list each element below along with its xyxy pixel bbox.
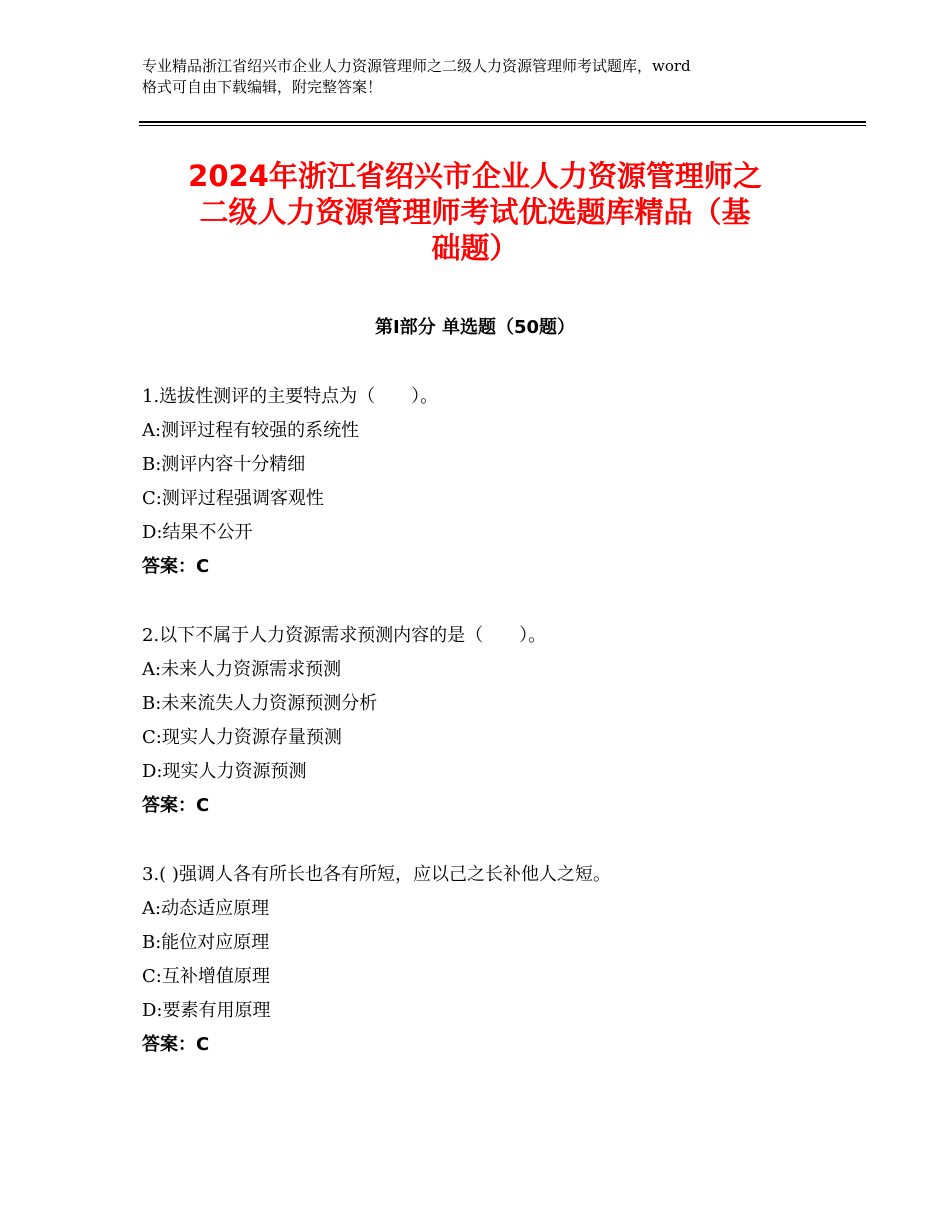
title-line-3: 础题） [431, 231, 519, 265]
answer: 答案：C [142, 795, 210, 816]
option-d: D:现实人力资源预测 [142, 761, 307, 782]
answer: 答案：C [142, 1034, 210, 1055]
title-line-2: 二级人力资源管理师考试优选题库精品（基 [199, 195, 751, 229]
question-stem: 2.以下不属于人力资源需求预测内容的是（ ）。 [142, 625, 547, 646]
option-a: A:未来人力资源需求预测 [142, 659, 342, 680]
option-c: C:互补增值原理 [142, 966, 270, 987]
question-stem: 1.选拔性测评的主要特点为（ ）。 [142, 386, 439, 407]
option-d: D:要素有用原理 [142, 1000, 271, 1021]
option-b: B:能位对应原理 [142, 932, 270, 953]
option-a: A:动态适应原理 [142, 898, 270, 919]
option-b: B:未来流失人力资源预测分析 [142, 693, 378, 714]
option-b: B:测评内容十分精细 [142, 454, 306, 475]
question-2 [142, 619, 842, 823]
header-note [142, 56, 822, 98]
title-line-1: 2024年浙江省绍兴市企业人力资源管理师之 [188, 159, 762, 193]
header-rule-thin [139, 125, 866, 126]
option-a: A:测评过程有较强的系统性 [142, 420, 360, 441]
option-d: D:结果不公开 [142, 522, 253, 543]
option-c: C:现实人力资源存量预测 [142, 727, 342, 748]
option-c: C:测评过程强调客观性 [142, 488, 324, 509]
question-3 [142, 858, 842, 1062]
header-note-line-1: 专业精品浙江省绍兴市企业人力资源管理师之二级人力资源管理师考试题库，word [142, 57, 691, 75]
answer: 答案：C [142, 556, 210, 577]
section-heading: 第Ⅰ部分 单选题（50题） [374, 317, 575, 338]
question-1 [142, 380, 842, 584]
header-rule-thick [139, 121, 866, 123]
header-note-line-2: 格式可自由下载编辑，附完整答案！ [142, 78, 383, 96]
document-title [120, 158, 830, 266]
question-stem: 3.( )强调人各有所长也各有所短，应以己之长补他人之短。 [142, 864, 611, 885]
